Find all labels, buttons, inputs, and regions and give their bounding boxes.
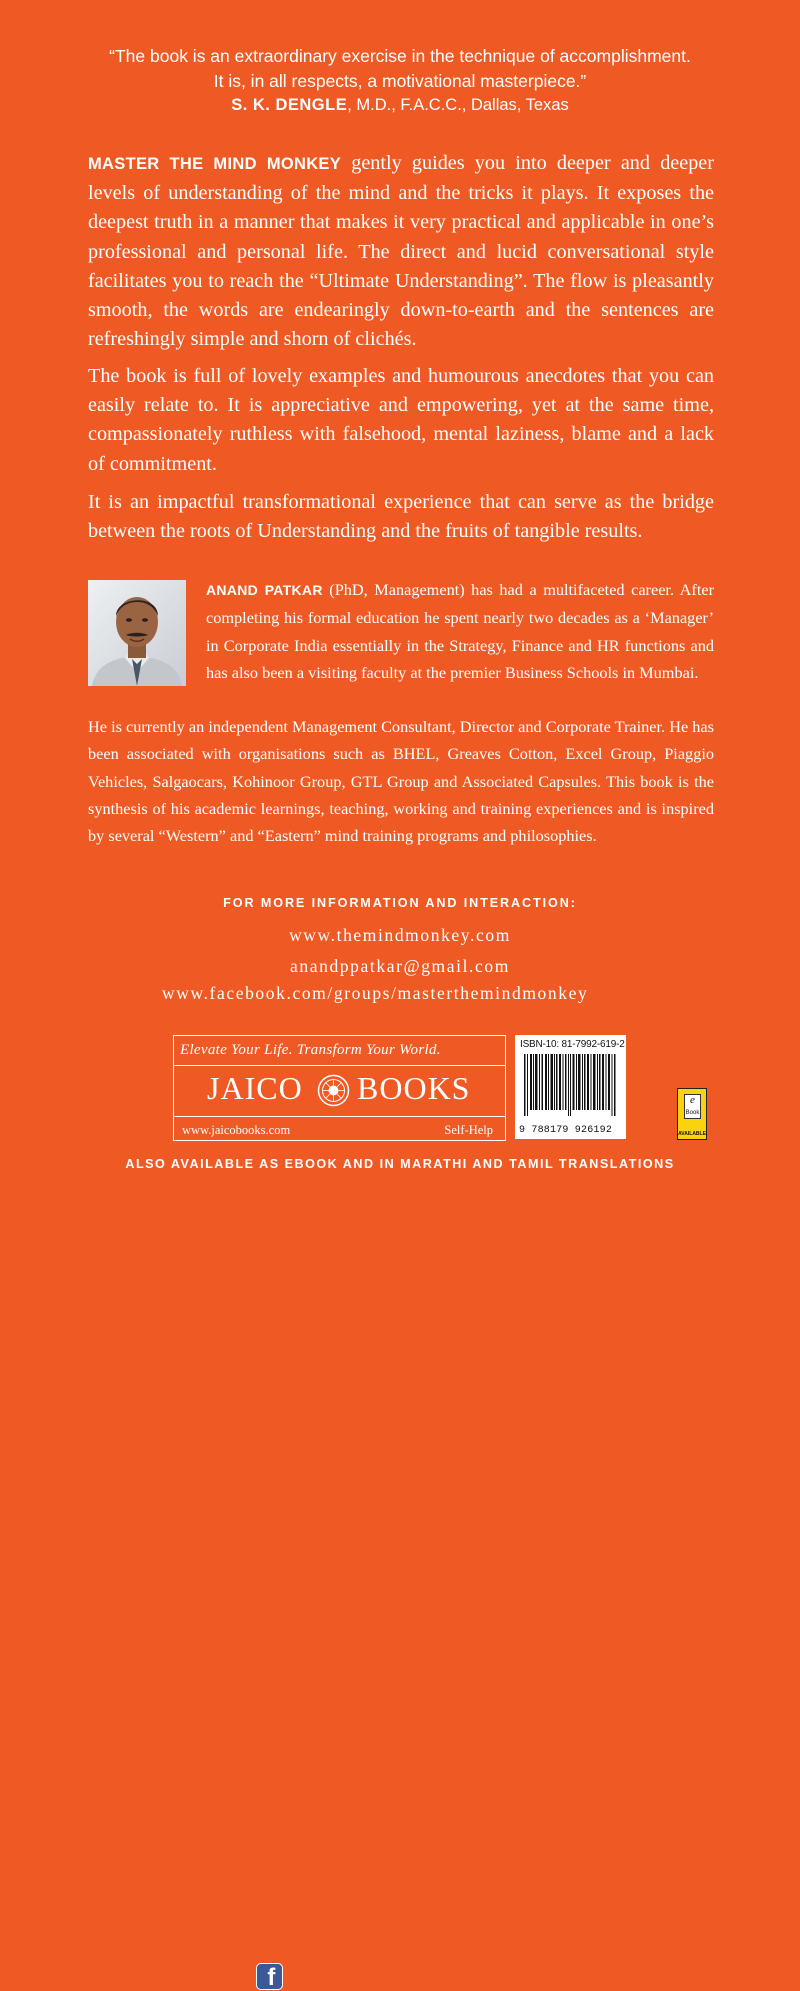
ebook-word: Book (685, 1110, 700, 1116)
ebook-available-badge (677, 1088, 707, 1140)
description-paragraph-1 (88, 149, 714, 354)
publisher-emblem-icon (317, 1074, 350, 1107)
author-portrait-illustration (88, 580, 186, 686)
isbn-barcode-box (515, 1035, 626, 1139)
author-name: ANAND PATKAR (206, 582, 323, 598)
barcode-icon (522, 1054, 620, 1124)
contact-heading: FOR MORE INFORMATION AND INTERACTION: (223, 896, 577, 910)
quote-attribution (0, 96, 800, 115)
description-paragraph-3: It is an impactful transformational experience that can serve as the bridge between the roots of Understanding and the fruits of tangible results. (88, 491, 714, 543)
publisher-tagline: Elevate Your Life. Transform Your World. (180, 1042, 441, 1058)
author-bio-text-1: (PhD, Management) has had a multifaceted career. After completing his formal education he spent nearly two decades as a ‘Manager’ in Corporate India essentially in the Strategy, Finance and HR functions and has also been a visiting faculty at the premier Business Schools in Mumbai. (206, 580, 714, 682)
author-photo (88, 580, 186, 686)
author-bio-paragraph-1 (206, 576, 714, 686)
endorsement-quote (0, 44, 800, 94)
website-link[interactable]: www.themindmonkey.com (289, 925, 511, 945)
description-text-1: gently guides you into deeper and deeper levels of understanding of the mind and the tricks it plays. It exposes the deepest truth in a manner that makes it very practical and applicable in one’s professional and personal life. The direct and lucid conversational style facilitates you to reach the “Ultimate Understanding”. The flow is pleasantly smooth, the words are endearingly down-to-earth and the sentences are refreshingly simple and shorn of clichés. (88, 152, 714, 351)
book-title: MASTER THE MIND MONKEY (88, 155, 342, 173)
quote-credentials: , M.D., F.A.C.C., Dallas, Texas (347, 96, 569, 114)
divider (174, 1065, 505, 1066)
email-link[interactable]: anandppatkar@gmail.com (290, 956, 510, 976)
ebook-available-label: AVAILABLE (678, 1131, 706, 1137)
quote-line-2: It is, in all respects, a motivational masterpiece.” (213, 71, 587, 91)
facebook-icon-letter: f (267, 1964, 277, 1991)
author-bio-paragraph-2: He is currently an independent Management Consultant, Director and Corporate Trainer. He has been associated with organisations such as BHEL, Greaves Cotton, Excel Group, Piaggio Vehicles, Salgaocars, Kohinoor Group, GTL Group and Associated Capsules. This book is the synthesis of his academic learnings, teaching, working and training experiences and is inspired by several “Western” and “Eastern” mind training programs and philosophies. (88, 717, 714, 846)
translations-footer: ALSO AVAILABLE AS EBOOK AND IN MARATHI AND TAMIL TRANSLATIONS (125, 1157, 675, 1171)
ebook-letter: e (690, 1094, 695, 1106)
publisher-box (173, 1035, 506, 1141)
barcode-number: 9 788179 926192 (519, 1125, 613, 1136)
description-paragraph-2: The book is full of lovely examples and humourous anecdotes that you can easily relate to. It is appreciative and empowering, yet at the same time, compassionately ruthless with falsehood, mental laziness, blame and a lack of commitment. (88, 365, 714, 475)
publisher-name-left: JAICO (207, 1070, 303, 1106)
divider (174, 1116, 505, 1117)
facebook-icon (256, 1963, 283, 1990)
publisher-name-right: BOOKS (357, 1070, 471, 1106)
book-genre: Self-Help (444, 1123, 493, 1137)
publisher-url[interactable]: www.jaicobooks.com (182, 1123, 291, 1137)
quote-line-1: “The book is an extraordinary exercise in the technique of accomplishment. (109, 46, 691, 66)
facebook-link[interactable]: www.facebook.com/groups/masterthemindmonkey (162, 983, 589, 1003)
ebook-icon (684, 1094, 701, 1119)
isbn-label: ISBN-10: 81-7992-619-2 (520, 1039, 625, 1050)
quote-author: S. K. DENGLE (231, 96, 348, 114)
